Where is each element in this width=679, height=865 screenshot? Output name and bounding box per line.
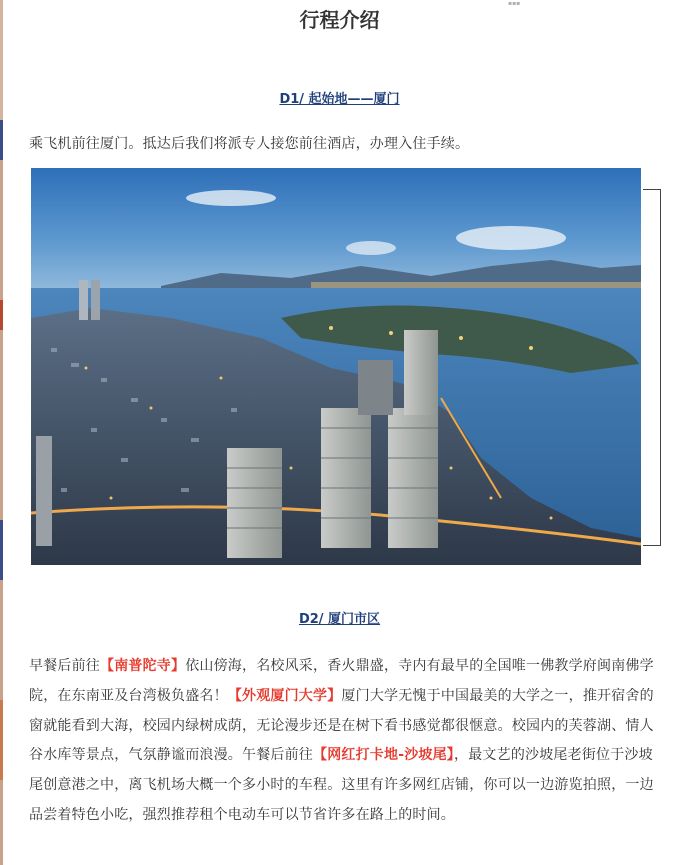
day2-text-segment: 依山傍海，名校风采，香火鼎盛，寺内有最早的全国唯一佛教学府闽南佛学院，在东南亚及台湾极负盛名！ [29,658,654,704]
day2-heading[interactable]: D2/ 厦门市区 [298,612,381,627]
shapowei-highlight: 【网红打卡地-沙坡尾】 [313,747,455,764]
day2-text-segment: ，最文艺的沙坡尾老街位于沙坡尾创意港之中，离飞机场大概一个多小时的车程。这里有许多网红店铺，你可以一边游览拍照，一边品尝着特色小吃，强烈推荐租个电动车可以节省许多在路上的时间。 [29,747,654,823]
left-edge-stripe [0,0,3,865]
day1-paragraph: 乘飞机前往厦门。抵达后我们将派专人接您前往酒店，办理入住手续。 [29,136,470,152]
title-container [0,6,679,34]
xiamen-city-photo [31,168,641,565]
corner-mark: ▪▪▪ [508,0,521,7]
photo-side-bracket [643,189,661,546]
day1-heading[interactable]: D1/ 起始地——厦门 [279,92,400,107]
day2-paragraph [29,652,659,831]
day2-text-segment: 早餐后前往 [29,658,100,674]
nanputuo-temple-highlight: 【南普陀寺】 [100,658,186,674]
xiamen-university-highlight: 【外观厦门大学】 [227,687,342,704]
page-title: 行程介绍 [299,8,380,32]
day2-text-segment: 厦门大学无愧于中国最美的大学之一，推开宿舍的窗就能看到大海，校园内绿树成荫，无论漫步还是在树下看书感觉都很惬意。校园内的芙蓉湖、情人谷水库等景点，气氛静谧而浪漫。午餐后前往 [29,687,654,764]
